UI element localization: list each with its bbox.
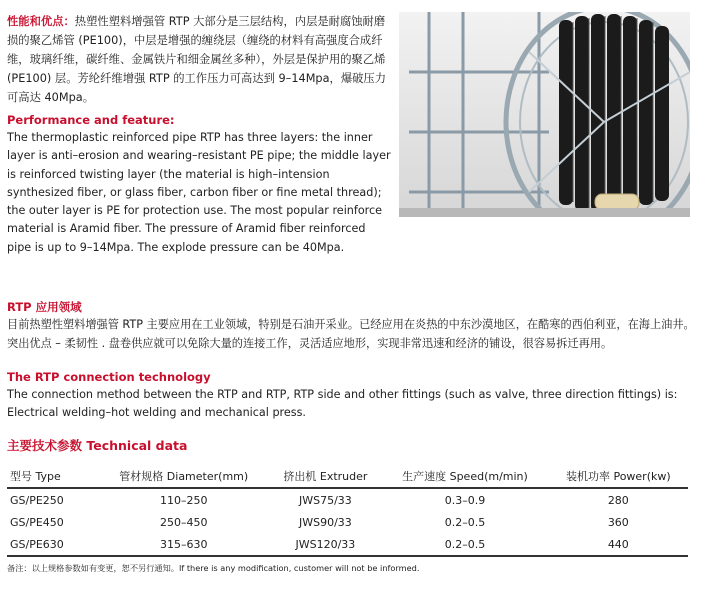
cell-power: 360 <box>607 515 629 529</box>
cell-diameter: 250–450 <box>159 515 208 529</box>
technical-heading: 主要技术参数 Technical data <box>7 438 188 453</box>
cell-power: 440 <box>549 533 688 556</box>
pipe-reel-illustration <box>399 12 690 217</box>
header-diameter: 管材规格 Diameter(mm) <box>98 464 269 488</box>
performance-text: The thermoplastic reinforced pipe RTP has three layers: the inner layer is anti–erosion and wearing–resistant PE pipe; the middle layer is reinforced twisting layer (the material is high–intension synthesized fiber, or glass fiber, carbon fiber or fine metal thread); the outer layer is PE for protection use. The most popular reinforce material is Aramid fiber. The pressure of Aramid fiber reinforced pipe is up to 9–14Mpa. The explode pressure can be 40Mpa. <box>7 131 391 254</box>
header-extruder: 挤出机 Extruder <box>269 464 381 488</box>
application-text: 目前热塑性塑料增强管 RTP 主要应用在工业领域，特别是石油开采业。已经应用在炎热的中东沙漠地区，在酷寒的西伯利亚，在海上油井。突出优点 – 柔韧性 . 盘卷供应就可以免除大量的连接工作，灵活适应地形，实现非常迅速和经济的铺设，很容易拆迁再用。 <box>7 318 695 350</box>
cell-speed: 0.2–0.5 <box>381 533 548 556</box>
cell-extruder: JWS90/33 <box>298 515 352 529</box>
cell-extruder: JWS120/33 <box>269 533 381 556</box>
rtp-pipe-reel-photo <box>399 12 690 217</box>
technical-data-table <box>7 464 688 557</box>
table-row <box>7 488 688 511</box>
intro-text: 热塑性塑料增强管 RTP 大部分是三层结构，内层是耐腐蚀耐磨损的聚乙烯管 (PE100)，中层是增强的缠绕层（缠绕的材料有高强度合成纤维，玻璃纤维，碳纤维、金属铁片和细金属丝多种），外层是保护用的聚乙烯 (PE100) 层。芳纶纤维增强 RTP 的工作压力可高达到 9–14Mpa，爆破压力可高达 40Mpa。 <box>7 15 387 104</box>
connection-text: The connection method between the RTP and RTP, RTP side and other fittings (such as valve, three direction fittings) is: Electrical welding–hot welding and mechanical press. <box>7 388 678 419</box>
header-power: 装机功率 Power(kw) <box>549 464 688 488</box>
application-heading: RTP 应用领域 <box>7 300 82 314</box>
cell-type: GS/PE250 <box>10 493 64 507</box>
footnote: 备注：以上规格参数如有变更，恕不另行通知。If there is any modification, customer will not be informed. <box>7 563 420 573</box>
table-row <box>7 511 688 533</box>
connection-heading: The RTP connection technology <box>7 370 211 384</box>
cell-diameter: 110–250 <box>159 493 208 507</box>
performance-heading: Performance and feature: <box>7 113 175 127</box>
cell-type: GS/PE630 <box>7 533 98 556</box>
cell-speed: 0.2–0.5 <box>444 515 486 529</box>
cell-type: GS/PE450 <box>10 515 64 529</box>
table-row <box>7 533 688 556</box>
cell-extruder: JWS75/33 <box>298 493 352 507</box>
cell-speed: 0.3–0.9 <box>444 493 486 507</box>
intro-label: 性能和优点： <box>7 15 75 28</box>
header-speed: 生产速度 Speed(m/min) <box>381 464 548 488</box>
intro-chinese <box>7 12 392 107</box>
header-type: 型号 Type <box>7 464 98 488</box>
cell-power: 280 <box>607 493 629 507</box>
cell-diameter: 315–630 <box>98 533 269 556</box>
table-header-row <box>7 464 688 488</box>
